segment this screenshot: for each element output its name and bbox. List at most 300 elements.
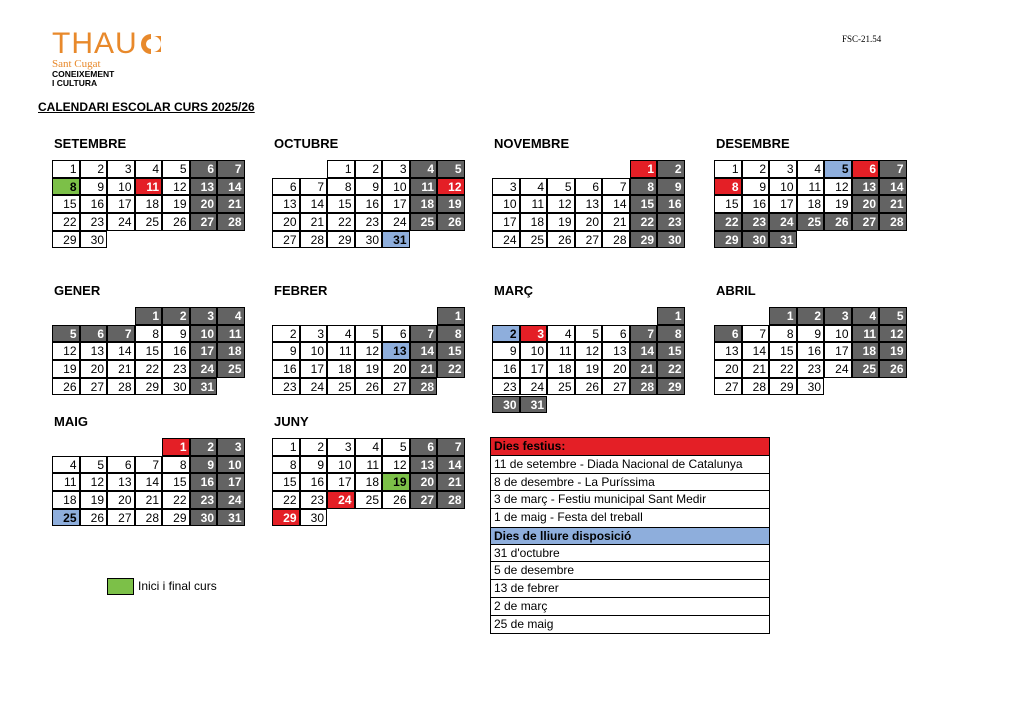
day-cell: 9 [492,342,520,360]
day-cell: 9 [797,325,825,343]
day-cell: 26 [575,378,603,396]
day-cell: 21 [107,360,135,378]
day-cell: 19 [162,195,190,213]
day-cell: 3 [520,325,548,343]
day-cell: 29 [630,231,658,249]
day-cell: 24 [492,231,520,249]
day-cell: 31 [190,378,218,396]
day-cell: 3 [300,325,328,343]
day-cell: 6 [575,178,603,196]
day-cell: 17 [327,473,355,491]
day-cell: 5 [879,307,907,325]
logo-tagline-1: CONEIXEMENT [52,69,115,79]
day-cell: 4 [52,456,80,474]
day-cell: 2 [492,325,520,343]
day-cell: 8 [135,325,163,343]
day-cell: 3 [327,438,355,456]
day-cell: 14 [602,195,630,213]
day-cell: 22 [327,213,355,231]
day-cell: 9 [355,178,383,196]
day-cell: 23 [190,491,218,509]
day-cell: 24 [769,213,797,231]
day-cell: 29 [657,378,685,396]
day-cell: 16 [797,342,825,360]
day-cell: 22 [630,213,658,231]
day-cell: 23 [272,378,300,396]
day-cell: 28 [107,378,135,396]
day-cell: 22 [272,491,300,509]
day-cell: 27 [714,378,742,396]
day-cell: 21 [135,491,163,509]
day-cell: 11 [135,178,163,196]
day-cell: 16 [742,195,770,213]
day-cell: 19 [575,360,603,378]
day-cell: 18 [547,360,575,378]
day-cell: 5 [355,325,383,343]
day-cell: 19 [80,491,108,509]
day-cell: 1 [162,438,190,456]
day-cell: 18 [135,195,163,213]
day-cell: 28 [630,378,658,396]
day-cell: 29 [162,509,190,527]
day-cell: 3 [217,438,245,456]
day-cell: 6 [410,438,438,456]
day-cell: 10 [327,456,355,474]
day-cell: 10 [520,342,548,360]
day-cell: 19 [547,213,575,231]
month-name: MARÇ [494,283,533,298]
day-cell: 19 [355,360,383,378]
day-cell: 20 [272,213,300,231]
day-cell: 31 [382,231,410,249]
legend-label: Inici i final curs [138,579,217,593]
day-cell: 23 [742,213,770,231]
day-cell: 17 [300,360,328,378]
day-cell: 10 [824,325,852,343]
day-cell: 21 [602,213,630,231]
day-cell: 21 [879,195,907,213]
day-cell: 21 [742,360,770,378]
day-cell: 30 [80,231,108,249]
day-cell: 19 [879,342,907,360]
holiday-row: 11 de setembre - Diada Nacional de Catalunya [491,456,769,474]
day-cell: 4 [520,178,548,196]
thau-logo [52,27,162,88]
day-cell: 7 [630,325,658,343]
day-cell: 22 [714,213,742,231]
day-cell: 22 [135,360,163,378]
day-cell: 21 [300,213,328,231]
page-title: CALENDARI ESCOLAR CURS 2025/26 [38,100,255,114]
day-cell: 17 [824,342,852,360]
day-cell: 23 [162,360,190,378]
day-cell: 7 [742,325,770,343]
day-cell: 27 [272,231,300,249]
day-cell: 17 [217,473,245,491]
month-name: DESEMBRE [716,136,790,151]
day-cell: 11 [410,178,438,196]
day-cell: 8 [272,456,300,474]
day-cell: 20 [382,360,410,378]
day-cell: 5 [575,325,603,343]
day-cell: 18 [852,342,880,360]
day-cell: 11 [797,178,825,196]
day-cell: 3 [107,160,135,178]
day-cell: 20 [852,195,880,213]
day-cell: 12 [80,473,108,491]
free-days-header: Dies de lliure disposició [491,527,769,545]
day-cell: 13 [382,342,410,360]
day-cell: 11 [547,342,575,360]
holiday-row: 3 de març - Festiu municipal Sant Medir [491,491,769,509]
day-cell: 1 [272,438,300,456]
day-cell: 1 [630,160,658,178]
day-cell: 2 [355,160,383,178]
day-cell: 11 [852,325,880,343]
day-cell: 9 [190,456,218,474]
day-cell: 8 [714,178,742,196]
day-cell: 14 [410,342,438,360]
day-cell: 25 [547,378,575,396]
day-cell: 23 [355,213,383,231]
day-cell: 13 [575,195,603,213]
day-cell: 5 [824,160,852,178]
day-cell: 22 [52,213,80,231]
day-cell: 15 [657,342,685,360]
day-cell: 25 [327,378,355,396]
day-cell: 29 [714,231,742,249]
day-cell: 10 [769,178,797,196]
day-cell: 18 [520,213,548,231]
month-name: ABRIL [716,283,756,298]
day-cell: 16 [162,342,190,360]
day-cell: 22 [437,360,465,378]
month-name: FEBRER [274,283,328,298]
day-cell: 15 [437,342,465,360]
day-cell: 8 [769,325,797,343]
day-cell: 18 [52,491,80,509]
day-cell: 21 [630,360,658,378]
day-cell: 25 [52,509,80,527]
day-cell: 12 [355,342,383,360]
day-cell: 20 [410,473,438,491]
day-cell: 8 [52,178,80,196]
day-cell: 3 [190,307,218,325]
day-cell: 25 [355,491,383,509]
day-cell: 5 [547,178,575,196]
holidays-header: Dies festius: [491,438,769,456]
day-cell: 14 [217,178,245,196]
day-cell: 7 [107,325,135,343]
day-cell: 13 [272,195,300,213]
day-cell: 4 [797,160,825,178]
day-cell: 13 [714,342,742,360]
day-cell: 24 [217,491,245,509]
day-cell: 26 [162,213,190,231]
day-cell: 11 [355,456,383,474]
day-cell: 28 [602,231,630,249]
day-cell: 27 [575,231,603,249]
day-cell: 8 [657,325,685,343]
day-cell: 18 [355,473,383,491]
day-cell: 29 [52,231,80,249]
day-cell: 13 [80,342,108,360]
day-cell: 20 [80,360,108,378]
day-cell: 4 [410,160,438,178]
day-cell: 30 [657,231,685,249]
day-cell: 19 [437,195,465,213]
day-cell: 24 [107,213,135,231]
day-cell: 14 [742,342,770,360]
day-cell: 15 [135,342,163,360]
day-cell: 22 [657,360,685,378]
day-cell: 16 [272,360,300,378]
day-cell: 9 [742,178,770,196]
day-cell: 16 [300,473,328,491]
day-cell: 13 [107,473,135,491]
day-cell: 15 [327,195,355,213]
day-cell: 16 [80,195,108,213]
day-cell: 20 [190,195,218,213]
day-cell: 26 [547,231,575,249]
day-cell: 13 [190,178,218,196]
day-cell: 3 [492,178,520,196]
day-cell: 30 [300,509,328,527]
day-cell: 19 [824,195,852,213]
day-cell: 5 [162,160,190,178]
day-cell: 4 [135,160,163,178]
day-cell: 21 [217,195,245,213]
day-cell: 4 [852,307,880,325]
day-cell: 25 [852,360,880,378]
day-cell: 30 [355,231,383,249]
day-cell: 18 [797,195,825,213]
day-cell: 24 [327,491,355,509]
day-cell: 1 [657,307,685,325]
holiday-row: 8 de desembre - La Puríssima [491,474,769,492]
day-cell: 5 [80,456,108,474]
month-name: SETEMBRE [54,136,127,151]
day-cell: 29 [135,378,163,396]
day-cell: 10 [300,342,328,360]
day-cell: 9 [162,325,190,343]
legend-swatch-start-end [107,578,134,595]
day-cell: 7 [300,178,328,196]
day-cell: 10 [492,195,520,213]
day-cell: 6 [107,456,135,474]
day-cell: 25 [520,231,548,249]
day-cell: 12 [824,178,852,196]
day-cell: 28 [742,378,770,396]
day-cell: 2 [80,160,108,178]
day-cell: 4 [217,307,245,325]
day-cell: 12 [879,325,907,343]
day-cell: 27 [852,213,880,231]
day-cell: 14 [300,195,328,213]
day-cell: 14 [107,342,135,360]
day-cell: 7 [135,456,163,474]
day-cell: 24 [300,378,328,396]
day-cell: 7 [879,160,907,178]
day-cell: 28 [217,213,245,231]
day-cell: 19 [52,360,80,378]
month-name: GENER [54,283,101,298]
day-cell: 4 [547,325,575,343]
month-name: OCTUBRE [274,136,339,151]
day-cell: 11 [52,473,80,491]
day-cell: 8 [162,456,190,474]
day-cell: 14 [135,473,163,491]
day-cell: 30 [742,231,770,249]
day-cell: 11 [217,325,245,343]
day-cell: 23 [492,378,520,396]
day-cell: 10 [107,178,135,196]
day-cell: 2 [300,438,328,456]
day-cell: 29 [769,378,797,396]
day-cell: 5 [437,160,465,178]
logo-subtitle: Sant Cugat [52,58,101,70]
day-cell: 7 [217,160,245,178]
day-cell: 20 [107,491,135,509]
day-cell: 5 [52,325,80,343]
day-cell: 24 [190,360,218,378]
day-cell: 30 [492,396,520,414]
day-cell: 26 [80,509,108,527]
day-cell: 31 [520,396,548,414]
day-cell: 2 [742,160,770,178]
free-day-row: 5 de desembre [491,562,769,580]
day-cell: 15 [630,195,658,213]
day-cell: 26 [355,378,383,396]
day-cell: 17 [769,195,797,213]
day-cell: 23 [797,360,825,378]
free-day-row: 13 de febrer [491,580,769,598]
day-cell: 27 [382,378,410,396]
day-cell: 20 [714,360,742,378]
day-cell: 8 [437,325,465,343]
day-cell: 17 [492,213,520,231]
day-cell: 8 [630,178,658,196]
day-cell: 9 [80,178,108,196]
month-name: JUNY [274,414,309,429]
day-cell: 12 [162,178,190,196]
day-cell: 28 [300,231,328,249]
day-cell: 28 [135,509,163,527]
day-cell: 30 [162,378,190,396]
day-cell: 25 [135,213,163,231]
day-cell: 28 [410,378,438,396]
day-cell: 10 [217,456,245,474]
day-cell: 23 [300,491,328,509]
day-cell: 12 [382,456,410,474]
day-cell: 19 [382,473,410,491]
day-cell: 21 [437,473,465,491]
day-cell: 28 [437,491,465,509]
day-cell: 23 [80,213,108,231]
day-cell: 29 [272,509,300,527]
day-cell: 28 [879,213,907,231]
day-cell: 1 [327,160,355,178]
day-cell: 3 [382,160,410,178]
day-cell: 11 [327,342,355,360]
day-cell: 6 [852,160,880,178]
day-cell: 9 [657,178,685,196]
day-cell: 1 [437,307,465,325]
logo-wordmark: THAU [52,27,138,60]
day-cell: 14 [437,456,465,474]
day-cell: 24 [520,378,548,396]
day-cell: 13 [602,342,630,360]
day-cell: 9 [272,342,300,360]
free-day-row: 2 de març [491,598,769,616]
day-cell: 30 [797,378,825,396]
document-code: FSC-21.54 [842,34,882,44]
day-cell: 11 [520,195,548,213]
logo-tagline-2: I CULTURA [52,78,98,88]
day-cell: 6 [190,160,218,178]
day-cell: 17 [520,360,548,378]
day-cell: 1 [135,307,163,325]
day-cell: 1 [52,160,80,178]
day-cell: 22 [162,491,190,509]
day-cell: 18 [327,360,355,378]
day-cell: 25 [797,213,825,231]
day-cell: 31 [769,231,797,249]
day-cell: 3 [824,307,852,325]
day-cell: 25 [217,360,245,378]
day-cell: 18 [410,195,438,213]
free-day-row: 25 de maig [494,616,554,631]
day-cell: 6 [714,325,742,343]
day-cell: 6 [272,178,300,196]
day-cell: 3 [769,160,797,178]
day-cell: 12 [547,195,575,213]
day-cell: 10 [190,325,218,343]
day-cell: 27 [190,213,218,231]
day-cell: 26 [879,360,907,378]
day-cell: 26 [382,491,410,509]
day-cell: 24 [824,360,852,378]
day-cell: 15 [769,342,797,360]
day-cell: 24 [382,213,410,231]
day-cell: 27 [410,491,438,509]
holidays-table [490,437,770,634]
day-cell: 15 [52,195,80,213]
day-cell: 29 [327,231,355,249]
day-cell: 2 [272,325,300,343]
day-cell: 7 [602,178,630,196]
day-cell: 6 [602,325,630,343]
day-cell: 23 [657,213,685,231]
month-name: MAIG [54,414,88,429]
day-cell: 4 [355,438,383,456]
day-cell: 25 [410,213,438,231]
day-cell: 15 [714,195,742,213]
day-cell: 22 [769,360,797,378]
day-cell: 12 [575,342,603,360]
day-cell: 8 [327,178,355,196]
day-cell: 6 [382,325,410,343]
day-cell: 16 [492,360,520,378]
day-cell: 10 [382,178,410,196]
day-cell: 21 [410,360,438,378]
day-cell: 2 [162,307,190,325]
day-cell: 27 [107,509,135,527]
day-cell: 16 [657,195,685,213]
day-cell: 14 [630,342,658,360]
day-cell: 16 [190,473,218,491]
day-cell: 17 [382,195,410,213]
